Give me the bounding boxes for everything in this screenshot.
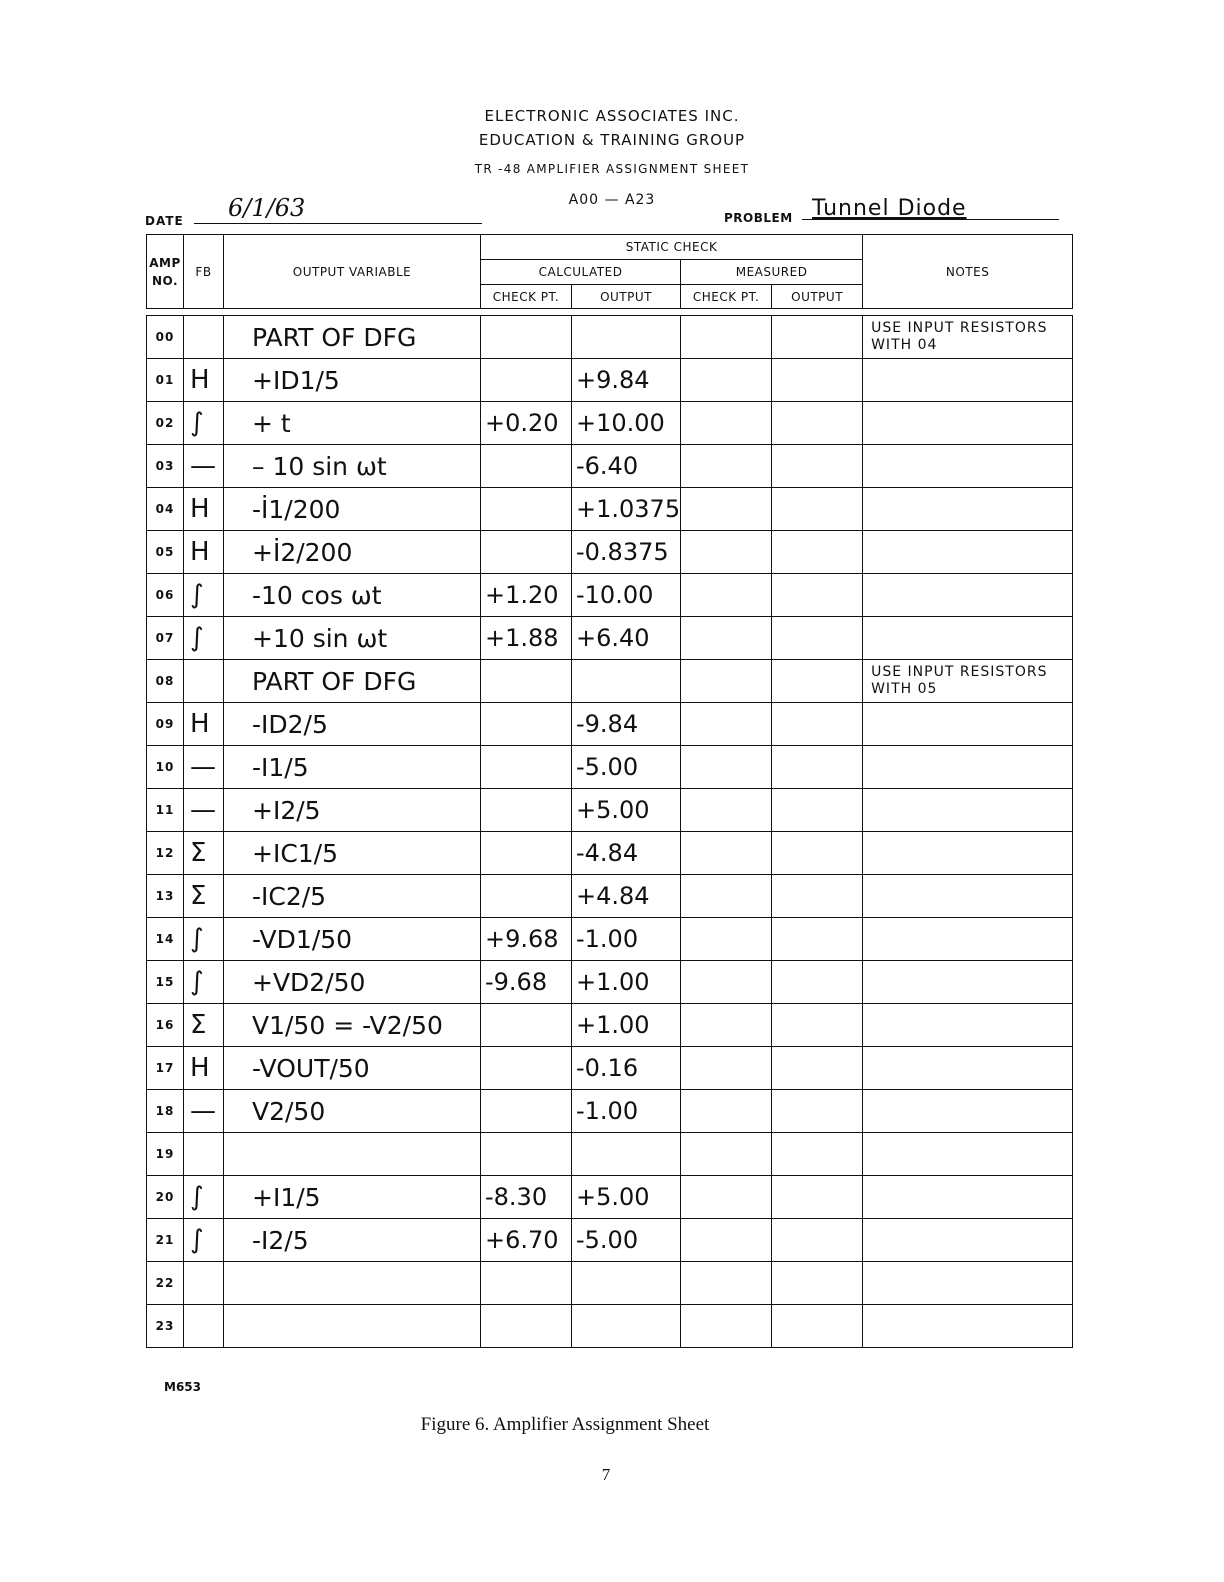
- static-check-header: STATIC CHECK: [481, 235, 863, 260]
- problem-value: Tunnel Diode: [812, 196, 967, 221]
- calc-output: +9.84: [572, 359, 681, 402]
- notes-cell: [863, 359, 1073, 402]
- notes-cell: [863, 488, 1073, 531]
- meas-check-point: [681, 1090, 772, 1133]
- table-row: [147, 531, 1073, 574]
- meas-check-point: [681, 875, 772, 918]
- amplifier-assignment-table: [146, 234, 1073, 1348]
- meas-output-header: OUTPUT: [772, 285, 863, 309]
- calc-output: +1.00: [572, 961, 681, 1004]
- calc-output: -1.00: [572, 1090, 681, 1133]
- meas-output: [772, 789, 863, 832]
- calc-check-point: [481, 660, 572, 703]
- table-row: [147, 359, 1073, 402]
- meas-output: [772, 531, 863, 574]
- amp-range: A00 — A23: [568, 192, 656, 208]
- meas-output: [772, 445, 863, 488]
- amp-number: 03: [147, 445, 184, 488]
- meas-output: [772, 1219, 863, 1262]
- notes-cell: [863, 531, 1073, 574]
- meas-output: [772, 574, 863, 617]
- meas-check-point: [681, 445, 772, 488]
- meas-check-point: [681, 832, 772, 875]
- measured-header: MEASURED: [681, 260, 863, 285]
- feedback-symbol: ∫: [184, 574, 224, 617]
- notes-cell: [863, 746, 1073, 789]
- meas-check-point: [681, 402, 772, 445]
- notes-cell: [863, 1219, 1073, 1262]
- calc-check-point: +1.20: [481, 574, 572, 617]
- calc-output: [572, 1133, 681, 1176]
- amp-number: 07: [147, 617, 184, 660]
- calc-output: -9.84: [572, 703, 681, 746]
- amp-number: 20: [147, 1176, 184, 1219]
- feedback-symbol: H: [184, 488, 224, 531]
- output-variable: +ID1/5: [224, 359, 481, 402]
- meas-check-point: [681, 660, 772, 703]
- amp-number: 11: [147, 789, 184, 832]
- meas-output: [772, 875, 863, 918]
- meas-check-point: [681, 488, 772, 531]
- feedback-symbol: —: [184, 445, 224, 488]
- calc-check-point: [481, 488, 572, 531]
- notes-cell: [863, 703, 1073, 746]
- notes-cell: USE INPUT RESISTORS WITH 05: [863, 660, 1073, 703]
- table-row: [147, 1133, 1073, 1176]
- group-name: EDUCATION & TRAINING GROUP: [478, 131, 746, 149]
- calc-check-pt-header: CHECK PT.: [481, 285, 572, 309]
- page-number: 7: [601, 1465, 611, 1484]
- meas-check-point: [681, 359, 772, 402]
- calc-output: [572, 660, 681, 703]
- meas-check-point: [681, 1262, 772, 1305]
- table-row: [147, 445, 1073, 488]
- amp-number: 09: [147, 703, 184, 746]
- meas-check-point: [681, 1047, 772, 1090]
- calc-check-point: [481, 316, 572, 359]
- feedback-symbol: —: [184, 789, 224, 832]
- table-row: [147, 660, 1073, 703]
- feedback-symbol: —: [184, 746, 224, 789]
- notes-cell: [863, 875, 1073, 918]
- sheet-title: TR -48 AMPLIFIER ASSIGNMENT SHEET: [474, 162, 750, 176]
- output-variable: +İ2/200: [224, 531, 481, 574]
- amp-number: 01: [147, 359, 184, 402]
- feedback-symbol: H: [184, 359, 224, 402]
- output-variable: -İ1/200: [224, 488, 481, 531]
- output-variable: -IC2/5: [224, 875, 481, 918]
- meas-output: [772, 1262, 863, 1305]
- notes-cell: [863, 1090, 1073, 1133]
- output-variable: +VD2/50: [224, 961, 481, 1004]
- meas-check-point: [681, 574, 772, 617]
- amp-number: 23: [147, 1305, 184, 1348]
- output-variable: +I2/5: [224, 789, 481, 832]
- calc-check-point: -9.68: [481, 961, 572, 1004]
- meas-output: [772, 1090, 863, 1133]
- notes-cell: [863, 617, 1073, 660]
- calc-check-point: [481, 703, 572, 746]
- meas-check-pt-header: CHECK PT.: [681, 285, 772, 309]
- meas-output: [772, 617, 863, 660]
- output-variable: PART OF DFG: [224, 316, 481, 359]
- calc-check-point: -8.30: [481, 1176, 572, 1219]
- calc-output: [572, 1305, 681, 1348]
- calc-output: [572, 1262, 681, 1305]
- meas-output: [772, 1176, 863, 1219]
- calc-output: +5.00: [572, 1176, 681, 1219]
- amp-number: 02: [147, 402, 184, 445]
- feedback-symbol: —: [184, 1090, 224, 1133]
- amp-number: 15: [147, 961, 184, 1004]
- table-row: [147, 1004, 1073, 1047]
- table-row: [147, 1047, 1073, 1090]
- meas-output: [772, 402, 863, 445]
- calc-output: +4.84: [572, 875, 681, 918]
- meas-check-point: [681, 703, 772, 746]
- notes-cell: [863, 961, 1073, 1004]
- form-code: M653: [164, 1380, 201, 1394]
- meas-output: [772, 660, 863, 703]
- output-variable: + t: [224, 402, 481, 445]
- output-variable: [224, 1133, 481, 1176]
- meas-output: [772, 1133, 863, 1176]
- calc-check-point: +6.70: [481, 1219, 572, 1262]
- meas-check-point: [681, 316, 772, 359]
- table-row: [147, 1262, 1073, 1305]
- meas-output: [772, 1004, 863, 1047]
- calc-output: +10.00: [572, 402, 681, 445]
- calc-output: -0.16: [572, 1047, 681, 1090]
- calc-output: -5.00: [572, 1219, 681, 1262]
- feedback-symbol: ∫: [184, 1176, 224, 1219]
- meas-output: [772, 961, 863, 1004]
- notes-cell: [863, 1305, 1073, 1348]
- feedback-symbol: H: [184, 531, 224, 574]
- problem-label: PROBLEM: [724, 211, 793, 225]
- output-variable: -I1/5: [224, 746, 481, 789]
- table-row: [147, 488, 1073, 531]
- table-row: [147, 1219, 1073, 1262]
- feedback-symbol: Σ: [184, 832, 224, 875]
- calc-output: -0.8375: [572, 531, 681, 574]
- amp-number: 19: [147, 1133, 184, 1176]
- calculated-header: CALCULATED: [481, 260, 681, 285]
- output-variable: V1/50 = -V2/50: [224, 1004, 481, 1047]
- table-row: [147, 961, 1073, 1004]
- feedback-symbol: Σ: [184, 875, 224, 918]
- table-row: [147, 316, 1073, 359]
- table-row: [147, 617, 1073, 660]
- feedback-symbol: Σ: [184, 1004, 224, 1047]
- calc-check-point: [481, 1305, 572, 1348]
- amp-number: 17: [147, 1047, 184, 1090]
- feedback-symbol: H: [184, 703, 224, 746]
- table-row: [147, 1090, 1073, 1133]
- amp-number: 05: [147, 531, 184, 574]
- meas-output: [772, 488, 863, 531]
- feedback-symbol: [184, 316, 224, 359]
- amp-number: 16: [147, 1004, 184, 1047]
- table-row: [147, 402, 1073, 445]
- table-row: [147, 1305, 1073, 1348]
- feedback-symbol: [184, 660, 224, 703]
- calc-check-point: [481, 1133, 572, 1176]
- date-value: 6/1/63: [228, 194, 306, 222]
- calc-output: +1.00: [572, 1004, 681, 1047]
- calc-output-header: OUTPUT: [572, 285, 681, 309]
- meas-output: [772, 1047, 863, 1090]
- feedback-symbol: [184, 1133, 224, 1176]
- calc-check-point: [481, 746, 572, 789]
- notes-cell: [863, 1004, 1073, 1047]
- output-variable: – 10 sin ωt: [224, 445, 481, 488]
- amp-number: 12: [147, 832, 184, 875]
- feedback-symbol: ∫: [184, 918, 224, 961]
- calc-check-point: [481, 1047, 572, 1090]
- output-variable: -10 cos ωt: [224, 574, 481, 617]
- notes-cell: [863, 1047, 1073, 1090]
- output-variable: +10 sin ωt: [224, 617, 481, 660]
- meas-check-point: [681, 1133, 772, 1176]
- fb-header: FB: [184, 235, 224, 309]
- output-variable: -ID2/5: [224, 703, 481, 746]
- table-row: [147, 918, 1073, 961]
- notes-cell: [863, 1262, 1073, 1305]
- meas-check-point: [681, 617, 772, 660]
- feedback-symbol: ∫: [184, 402, 224, 445]
- meas-check-point: [681, 918, 772, 961]
- table-row: [147, 832, 1073, 875]
- calc-output: -4.84: [572, 832, 681, 875]
- calc-check-point: [481, 832, 572, 875]
- meas-check-point: [681, 746, 772, 789]
- notes-cell: [863, 789, 1073, 832]
- calc-check-point: [481, 1090, 572, 1133]
- calc-check-point: [481, 789, 572, 832]
- amp-number: 10: [147, 746, 184, 789]
- output-variable: +IC1/5: [224, 832, 481, 875]
- meas-output: [772, 918, 863, 961]
- notes-cell: [863, 574, 1073, 617]
- meas-check-point: [681, 1305, 772, 1348]
- meas-output: [772, 703, 863, 746]
- figure-caption: Figure 6. Amplifier Assignment Sheet: [420, 1414, 710, 1435]
- table-row: [147, 875, 1073, 918]
- amp-number: 00: [147, 316, 184, 359]
- calc-check-point: [481, 1262, 572, 1305]
- calc-check-point: [481, 1004, 572, 1047]
- feedback-symbol: [184, 1305, 224, 1348]
- table-row: [147, 789, 1073, 832]
- meas-output: [772, 832, 863, 875]
- meas-check-point: [681, 789, 772, 832]
- output-variable: PART OF DFG: [224, 660, 481, 703]
- calc-check-point: +0.20: [481, 402, 572, 445]
- table-row: [147, 1176, 1073, 1219]
- feedback-symbol: [184, 1262, 224, 1305]
- calc-check-point: [481, 359, 572, 402]
- output-variable: [224, 1262, 481, 1305]
- meas-check-point: [681, 531, 772, 574]
- feedback-symbol: ∫: [184, 961, 224, 1004]
- amp-no-header: AMP NO.: [147, 235, 184, 309]
- date-label: DATE: [145, 214, 184, 228]
- amp-number: 14: [147, 918, 184, 961]
- calc-output: -6.40: [572, 445, 681, 488]
- notes-cell: [863, 918, 1073, 961]
- notes-cell: [863, 445, 1073, 488]
- output-variable-header: OUTPUT VARIABLE: [224, 235, 481, 309]
- output-variable: -VD1/50: [224, 918, 481, 961]
- output-variable: V2/50: [224, 1090, 481, 1133]
- meas-check-point: [681, 1219, 772, 1262]
- calc-check-point: [481, 531, 572, 574]
- calc-output: [572, 316, 681, 359]
- amp-number: 21: [147, 1219, 184, 1262]
- notes-cell: [863, 1133, 1073, 1176]
- meas-check-point: [681, 1176, 772, 1219]
- meas-output: [772, 316, 863, 359]
- company-name: ELECTRONIC ASSOCIATES INC.: [484, 107, 740, 125]
- notes-header: NOTES: [863, 235, 1073, 309]
- output-variable: -I2/5: [224, 1219, 481, 1262]
- calc-check-point: [481, 875, 572, 918]
- calc-output: -10.00: [572, 574, 681, 617]
- output-variable: +I1/5: [224, 1176, 481, 1219]
- notes-cell: [863, 1176, 1073, 1219]
- meas-check-point: [681, 961, 772, 1004]
- amp-number: 06: [147, 574, 184, 617]
- calc-output: +6.40: [572, 617, 681, 660]
- meas-check-point: [681, 1004, 772, 1047]
- calc-output: -1.00: [572, 918, 681, 961]
- meas-output: [772, 359, 863, 402]
- amp-number: 04: [147, 488, 184, 531]
- output-variable: [224, 1305, 481, 1348]
- calc-output: +5.00: [572, 789, 681, 832]
- amp-number: 22: [147, 1262, 184, 1305]
- calc-output: +1.0375: [572, 488, 681, 531]
- calc-check-point: +1.88: [481, 617, 572, 660]
- notes-cell: [863, 832, 1073, 875]
- feedback-symbol: ∫: [184, 1219, 224, 1262]
- feedback-symbol: ∫: [184, 617, 224, 660]
- meas-output: [772, 746, 863, 789]
- calc-check-point: [481, 445, 572, 488]
- calc-output: -5.00: [572, 746, 681, 789]
- date-field-line: [194, 223, 482, 224]
- amp-number: 13: [147, 875, 184, 918]
- table-row: [147, 574, 1073, 617]
- feedback-symbol: H: [184, 1047, 224, 1090]
- amp-number: 08: [147, 660, 184, 703]
- amp-number: 18: [147, 1090, 184, 1133]
- notes-cell: USE INPUT RESISTORS WITH 04: [863, 316, 1073, 359]
- table-row: [147, 746, 1073, 789]
- calc-check-point: +9.68: [481, 918, 572, 961]
- table-row: [147, 703, 1073, 746]
- meas-output: [772, 1305, 863, 1348]
- notes-cell: [863, 402, 1073, 445]
- output-variable: -VOUT/50: [224, 1047, 481, 1090]
